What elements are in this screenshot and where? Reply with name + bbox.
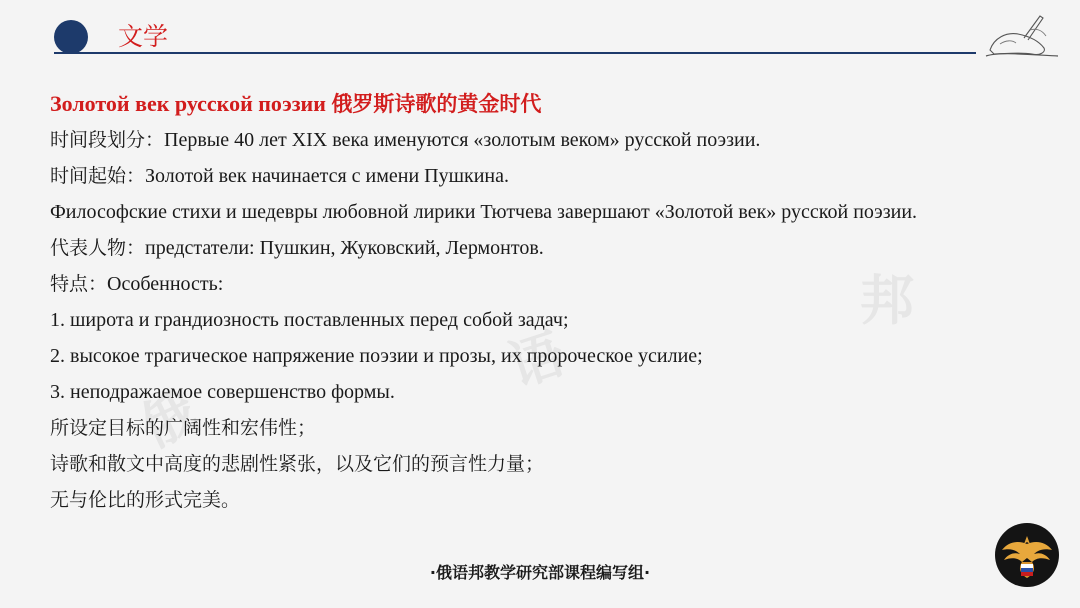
writing-hand-sketch-icon <box>980 10 1064 64</box>
watermark-char: 语 <box>500 322 572 399</box>
watermark-char: 邦 <box>860 269 914 332</box>
line-label: 代表人物： <box>50 237 146 259</box>
line-text: Особенность: <box>107 273 224 295</box>
content-body <box>50 86 1050 518</box>
content-heading <box>50 86 1050 122</box>
list-item <box>50 374 1050 410</box>
text-line <box>50 266 1050 302</box>
list-item <box>50 302 1050 338</box>
line-text: 1. широта и грандиозность поставленных перед собой задач; <box>50 309 569 331</box>
navy-circle-icon <box>54 20 88 54</box>
text-line <box>50 158 1050 194</box>
line-text: 3. неподражаемое совершенство формы. <box>50 381 395 403</box>
line-label: 时间起始： <box>50 165 146 187</box>
line-text: 2. высокое трагическое напряжение поэзии и прозы, их пророческое усилие; <box>50 345 703 367</box>
line-text: Золотой век начинается с имени Пушкина. <box>145 165 510 187</box>
watermark-char: 俄 <box>130 380 207 461</box>
text-line <box>50 482 1050 518</box>
text-line <box>50 410 1050 446</box>
line-label: 特点： <box>50 273 108 295</box>
line-text-chinese: 诗歌和散文中高度的悲剧性紧张，以及它们的预言性力量； <box>50 453 545 475</box>
section-title: 文学 <box>118 22 169 51</box>
line-label: 时间段划分： <box>50 129 165 151</box>
text-line <box>50 122 1050 158</box>
line-text-chinese: 无与伦比的形式完美。 <box>50 489 241 511</box>
eagle-emblem-icon <box>994 522 1060 588</box>
text-line <box>50 446 1050 482</box>
line-text: предстатели: Пушкин, Жуковский, Лермонтов. <box>145 237 544 259</box>
header-divider <box>54 52 976 54</box>
text-line <box>50 230 1050 266</box>
heading-chinese: 俄罗斯诗歌的黄金时代 <box>331 92 542 116</box>
line-text-chinese: 所设定目标的广阔性和宏伟性； <box>50 417 317 439</box>
line-text: Первые 40 лет XIX века именуются «золотым веком» русской поэзии. <box>164 129 761 151</box>
heading-russian: Золотой век русской поэзии <box>50 91 326 116</box>
line-text: Философские стихи и шедевры любовной лирики Тютчева завершают «Золотой век» русской поэзии. <box>50 201 918 223</box>
footer-credit: ·俄语邦教学研究部课程编写组· <box>429 563 651 582</box>
list-item <box>50 338 1050 374</box>
text-line <box>50 194 1040 230</box>
